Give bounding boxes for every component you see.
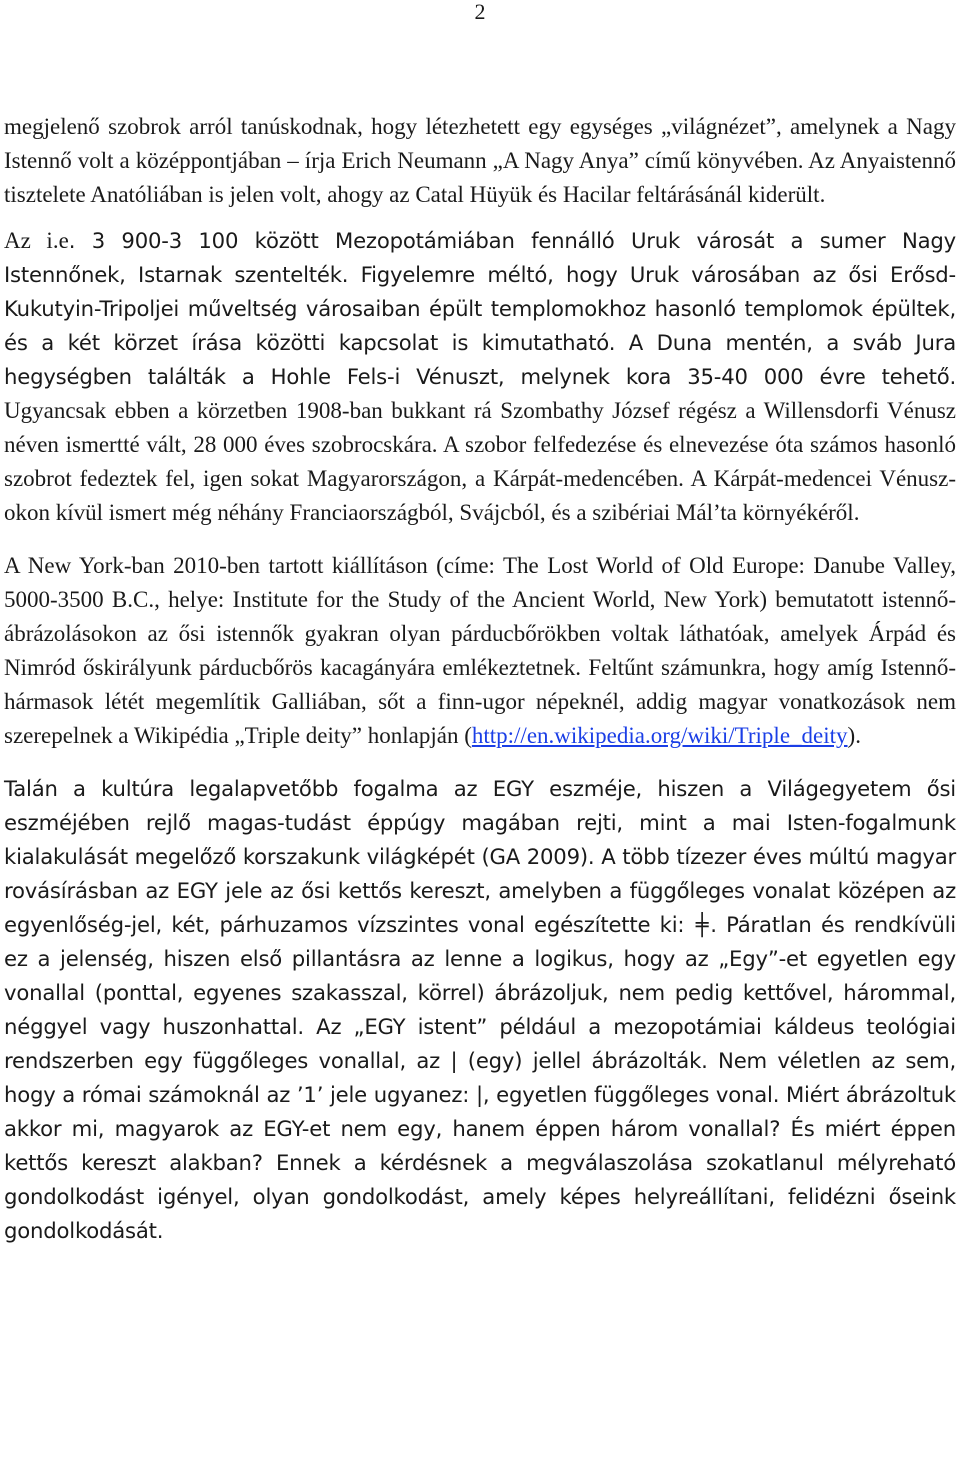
page-number: 2 — [474, 0, 486, 24]
wikipedia-triple-deity-link[interactable]: http://en.wikipedia.org/wiki/Triple_deity — [471, 723, 848, 748]
paragraph-exhibition — [4, 549, 956, 753]
paragraph-uruk-serif-start: Az i.e — [4, 228, 69, 253]
paragraph-uruk — [4, 224, 956, 530]
paragraph-uruk-sans-text: . 3 900-3 100 között Mezopotámiában fennálló Uruk városát a sumer Nagy Istennőnek, Istarnak szentelték. Figyelemre méltó, hogy Uruk városában az ősi Erősd-Kukutyin-Tripoljei műveltség városaiban épült templomokhoz hasonló templomok épültek, és a két körzet írása közötti kapcsolat is kimutatható. A Duna mentén, a sváb Jura hegységben találták a Hohle Fels-i Vénuszt, melynek kora 35-40 000 évre tehető. — [4, 228, 956, 389]
paragraph-egy-text-1: Talán a kultúra legalapvetőbb fogalma az EGY eszméje, hiszen a Világegyetem ősi eszméjében rejlő magas-tudást éppúgy magában rejti, mint a mai Isten-fogalmunk kialakulását megelőző korszakunk világképét (GA 2009). A több tízezer éves múltú magyar rovásírásban az EGY jele az ősi kettős kereszt, amelyben a függőleges vonalat középen az egyenlőség-jel, két, párhuzamos vízszintes vonal egészítette ki: — [4, 776, 956, 937]
paragraph-egy — [4, 772, 956, 1248]
document-body — [4, 110, 956, 1248]
paragraph-neumann — [4, 110, 956, 212]
double-cross-symbol: ╪ — [695, 912, 709, 937]
paragraph-egy-text-2: . Páratlan és rendkívüli ez a jelenség, hiszen első pillantásra az lenne a logikus, hogy az „Egy”-et egyetlen egy vonallal (ponttal, egyenes szakasszal, körrel) ábrázoljuk, nem pedig kettővel, hárommal, néggyel vagy huszonhattal. Az „EGY istent” például a mezopotámiai káldeus teológiai rendszerben egy függőleges vonallal, az | (egy) jellel ábrázolták. Nem véletlen az sem, hogy a római számoknál az ’1’ jele ugyanez: |, egyetlen függőleges vonal. Miért ábrázoltuk akkor mi, magyarok az EGY-et nem egy, hanem éppen három vonallal? És miért éppen kettős kereszt alakban? Ennek a kérdésnek a megválaszolása szokatlanul mélyreható gondolkodást igényel, olyan gondolkodást, amely képes helyreállítani, felidézni őseink gondolkodását. — [4, 912, 956, 1243]
paragraph-exhibition-end: ). — [847, 723, 861, 748]
paragraph-exhibition-text: A New York-ban 2010-ben tartott kiállításon (címe: The Lost World of Old Europe: Danube Valley, 5000-3500 B.C., helye: Institute for the Study of the Ancient World, New York) bemutatott istennő-ábrázolásokon az ősi istennők gyakran olyan párducbőrökben voltak láthatóak, amelyek Árpád és Nimród őskirályunk párducbőrös kacagányára emlékeztetnek. Feltűnt számunkra, hogy amíg Istennő-hármasok létét megemlítik Galliában, sőt a finn-ugor népeknél, addig magyar vonatkozások nem szerepelnek a Wikipédia „Triple deity” honlapján ( — [4, 553, 956, 748]
paragraph-uruk-serif-end: Ugyancsak ebben a körzetben 1908-ban bukkant rá Szombathy József régész a Willensdorfi Vénusz néven ismertté vált, 28 000 éves szobrocskára. A szobor felfedezése és elnevezése óta számos hasonló szobrot fedeztek fel, igen sokat Magyarországon, a Kárpát-medencében. A Kárpát-medencei Vénusz-okon kívül ismert még néhány Franciaországból, Svájcból, és a szibériai Mál’ta környékéről. — [4, 398, 956, 525]
paragraph-neumann-text: megjelenő szobrok arról tanúskodnak, hogy létezhetett egy egységes „világnézet”, amelynek a Nagy Istennő volt a középpontjában – írja Erich Neumann „A Nagy Anya” című könyvében. Az Anyaistennő tisztelete Anatóliában is jelen volt, ahogy az Catal Hüyük és Hacilar feltárásánál kiderült. — [4, 114, 956, 207]
